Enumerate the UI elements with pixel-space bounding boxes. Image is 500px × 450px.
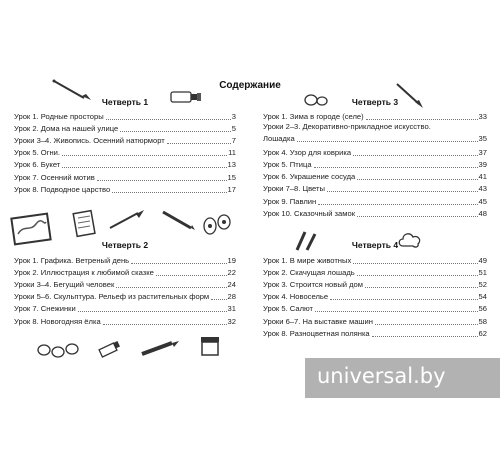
notepad-icon xyxy=(72,208,98,238)
toc-page-number: 49 xyxy=(478,256,487,266)
toc-dot-leader xyxy=(318,203,477,205)
toc-entry-title: Урок 7. Осенний мотив xyxy=(14,172,95,182)
toc-dot-leader xyxy=(112,191,226,193)
toc-entry-title: Урок 5. Огни. xyxy=(14,148,61,158)
toc-entry xyxy=(14,302,236,314)
toc-page-number: 31 xyxy=(227,304,236,314)
toc-dot-leader xyxy=(103,323,227,325)
toc-dot-leader xyxy=(372,335,478,337)
toc-dot-leader xyxy=(315,310,478,312)
toc-dot-leader xyxy=(156,274,227,276)
quarter-4-lessons xyxy=(263,254,487,339)
toc-entry xyxy=(263,314,487,326)
toc-entry xyxy=(263,327,487,339)
toc-entry-title: Урок 1. В мире животных xyxy=(263,256,352,266)
quarter-4-heading: Четверть 4 xyxy=(351,240,399,250)
toc-entry xyxy=(263,122,487,146)
paint-jar-icon xyxy=(198,334,222,358)
toc-entry-title: Урок 8. Подводное царство xyxy=(14,184,111,194)
toc-dot-leader xyxy=(327,190,478,192)
toc-entry-title: Уроки 3–4. Бегущий человек xyxy=(14,280,115,290)
toc-entry-title: Урок 8. Новогодняя ёлка xyxy=(14,316,101,326)
toc-dot-leader xyxy=(62,166,226,168)
toc-entry-title: Уроки 2–3. Декоративно-прикладное искусство. xyxy=(263,122,431,132)
toc-entry-title: Урок 1. Зима в городе (селе) xyxy=(263,112,364,122)
toc-dot-leader xyxy=(97,179,227,181)
toc-page-number: 22 xyxy=(227,268,236,278)
toc-entry-title: Урок 1. Родные просторы xyxy=(14,112,104,122)
toc-dot-leader xyxy=(78,310,227,312)
toc-entry xyxy=(14,266,236,278)
quarter-2-heading: Четверть 2 xyxy=(101,240,149,250)
toc-dot-leader xyxy=(211,298,226,300)
toc-dot-leader xyxy=(353,154,477,156)
toc-entry-title: Урок 5. Салют xyxy=(263,304,314,314)
toc-page-number: 62 xyxy=(478,328,487,338)
toc-dot-leader xyxy=(357,215,478,217)
toc-entry xyxy=(14,122,236,134)
toc-entry xyxy=(263,207,487,219)
toc-entry-title-continued: Лошадка xyxy=(263,134,295,144)
toc-entry xyxy=(14,110,236,122)
toc-page-number: 41 xyxy=(478,172,487,182)
toc-dot-leader xyxy=(375,323,478,325)
toc-entry xyxy=(263,194,487,206)
toc-page-number: 48 xyxy=(478,208,487,218)
toc-entry-title: Уроки 7–8. Цветы xyxy=(263,184,325,194)
toc-dot-leader xyxy=(106,118,231,120)
toc-page-number: 24 xyxy=(227,280,236,290)
toc-dot-leader xyxy=(314,166,478,168)
toc-page-number: 52 xyxy=(478,280,487,290)
toc-page-number: 37 xyxy=(478,148,487,158)
toc-page-number: 17 xyxy=(227,184,236,194)
toc-entry-title: Урок 6. Украшение сосуда xyxy=(263,172,356,182)
toc-page-number: 54 xyxy=(478,292,487,302)
toc-entry xyxy=(14,146,236,158)
toc-entry xyxy=(263,158,487,170)
toc-page-number: 15 xyxy=(227,172,236,182)
toc-page-number: 5 xyxy=(231,124,236,134)
toc-entry xyxy=(14,254,236,266)
toc-entry-title: Урок 7. Снежинки xyxy=(14,304,76,314)
toc-entry xyxy=(263,302,487,314)
toc-dot-leader xyxy=(116,286,226,288)
toc-entry xyxy=(14,290,236,302)
toc-page-number: 35 xyxy=(478,134,487,144)
toc-page-number: 7 xyxy=(231,136,236,146)
toc-entry-title: Урок 4. Новоселье xyxy=(263,292,329,302)
toc-entry xyxy=(263,254,487,266)
toc-page-number: 32 xyxy=(227,316,236,326)
toc-entry-title: Урок 9. Павлин xyxy=(263,196,317,206)
toc-page-number: 56 xyxy=(478,304,487,314)
page-title: Содержание xyxy=(219,80,281,91)
toc-page-number: 3 xyxy=(231,112,236,122)
quarter-3-lessons xyxy=(263,110,487,219)
toc-dot-leader xyxy=(330,298,477,300)
toc-entry xyxy=(14,134,236,146)
toc-entry-title: Урок 2. Дома на нашей улице xyxy=(14,124,119,134)
quarter-1-lessons xyxy=(14,110,236,195)
toc-page-number: 43 xyxy=(478,184,487,194)
clay-pieces-icon xyxy=(34,340,80,360)
toc-entry-title: Уроки 5–6. Скульптура. Рельеф из растительных форм xyxy=(14,292,210,302)
toc-page-number: 45 xyxy=(478,196,487,206)
toc-entry xyxy=(263,290,487,302)
toc-dot-leader xyxy=(62,154,227,156)
toc-entry xyxy=(263,170,487,182)
toc-page-number: 58 xyxy=(478,316,487,326)
toc-entry-title: Урок 5. Птица xyxy=(263,160,312,170)
toc-page-number: 11 xyxy=(228,148,236,158)
toc-entry xyxy=(14,183,236,195)
toc-page-number: 51 xyxy=(478,268,487,278)
toc-entry xyxy=(263,266,487,278)
toc-dot-leader xyxy=(120,130,231,132)
toc-dot-leader xyxy=(297,140,478,142)
paint-tube-small-icon xyxy=(96,340,124,360)
paint-bottles-icon xyxy=(200,212,236,238)
toc-entry-title: Урок 2. Скачущая лошадь xyxy=(263,268,355,278)
toc-entry xyxy=(263,278,487,290)
toc-entry-title: Урок 1. Графика. Ветреный день xyxy=(14,256,130,266)
watermark-text: universal.by xyxy=(317,364,446,388)
watermark-banner xyxy=(305,358,500,398)
toc-entry-title: Уроки 6–7. На выставке машин xyxy=(263,316,373,326)
toc-entry xyxy=(14,170,236,182)
toc-dot-leader xyxy=(353,262,477,264)
toc-entry-title: Уроки 3–4. Живопись. Осенний натюрморт xyxy=(14,136,165,146)
toc-entry xyxy=(14,158,236,170)
toc-entry xyxy=(263,110,487,122)
toc-page-number: 39 xyxy=(478,160,487,170)
toc-dot-leader xyxy=(366,118,478,120)
quarter-3-heading: Четверть 3 xyxy=(351,97,399,107)
toc-dot-leader xyxy=(365,286,478,288)
toc-entry-title: Урок 2. Иллюстрация к любимой сказке xyxy=(14,268,154,278)
toc-entry-title: Урок 8. Разноцветная полянка xyxy=(263,328,370,338)
toc-entry xyxy=(14,278,236,290)
toc-entry xyxy=(263,182,487,194)
marker-icon xyxy=(138,338,182,358)
toc-page-number: 13 xyxy=(227,160,236,170)
brush-icon xyxy=(106,208,146,232)
toc-page-number: 19 xyxy=(227,256,236,266)
toc-entry-title: Урок 3. Строится новый дом xyxy=(263,280,364,290)
toc-entry-title: Урок 4. Узор для коврика xyxy=(263,148,352,158)
toc-dot-leader xyxy=(167,142,231,144)
quarter-2-lessons xyxy=(14,254,236,327)
toc-dot-leader xyxy=(131,262,226,264)
toc-entry-title: Урок 6. Букет xyxy=(14,160,61,170)
quarter-1-heading: Четверть 1 xyxy=(101,97,149,107)
pencil-icon xyxy=(157,208,197,232)
toc-dot-leader xyxy=(357,274,478,276)
toc-dot-leader xyxy=(357,178,477,180)
toc-entry-title: Урок 10. Сказочный замок xyxy=(263,208,356,218)
toc-entry xyxy=(263,146,487,158)
toc-page-number: 33 xyxy=(478,112,487,122)
toc-page-number: 28 xyxy=(227,292,236,302)
toc-entry xyxy=(14,314,236,326)
